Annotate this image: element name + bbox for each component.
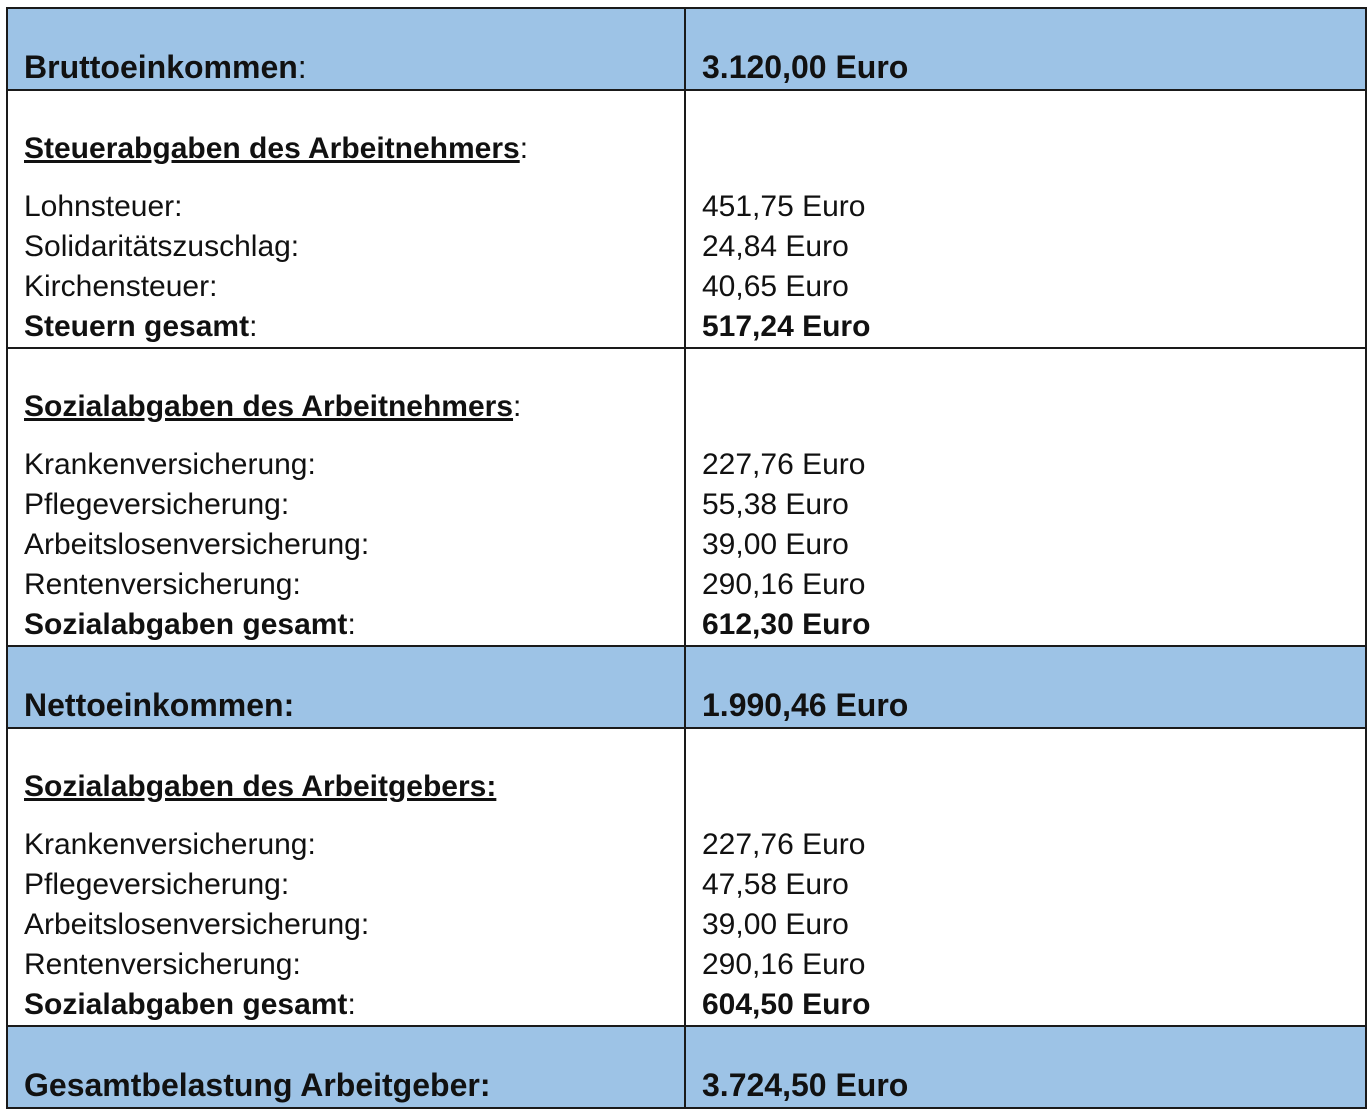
an-steuer-total-value: 517,24 Euro [702,307,1365,347]
ag-sozial-item-label: Krankenversicherung: [24,825,684,865]
an-steuer-labels: Steuerabgaben des Arbeitnehmers: Lohnsteuer: Solidaritätszuschlag: Kirchensteuer: Steuern gesamt: [7,90,685,348]
an-sozial-item-value: 290,16 Euro [702,565,1365,605]
ag-sozial-row [7,728,1366,1026]
brutto-label-cell: Bruttoeinkommen: [7,8,685,90]
an-sozial-item-value: 39,00 Euro [702,525,1365,565]
netto-value-cell [685,646,1366,728]
ag-sozial-title: Sozialabgaben des Arbeitgebers: [24,770,496,803]
ag-sozial-item-label: Pflegeversicherung: [24,865,684,905]
an-sozial-item-label: Rentenversicherung: [24,565,684,605]
an-steuer-item-value: 40,65 Euro [702,267,1365,307]
an-steuer-item-value: 24,84 Euro [702,227,1365,267]
ag-sozial-item-label: Arbeitslosenversicherung: [24,905,684,945]
an-sozial-item-label: Arbeitslosenversicherung: [24,525,684,565]
an-sozial-item-label: Pflegeversicherung: [24,485,684,525]
ag-sozial-item-label: Rentenversicherung: [24,945,684,985]
an-sozial-total-value: 612,30 Euro [702,605,1365,645]
ag-sozial-total-value: 604,50 Euro [702,985,1365,1025]
an-sozial-title: Sozialabgaben des Arbeitnehmers [24,390,513,423]
gesamt-value: 3.724,50 Euro [702,1065,1365,1107]
netto-row [7,646,1366,728]
an-steuer-total-label: Steuern gesamt [24,310,249,343]
gesamt-value-cell [685,1026,1366,1108]
ag-sozial-item-value: 39,00 Euro [702,905,1365,945]
gesamt-label: Gesamtbelastung Arbeitgeber: [24,1065,684,1107]
an-sozial-item-value: 227,76 Euro [702,445,1365,485]
an-sozial-item-value: 55,38 Euro [702,485,1365,525]
an-steuer-values [685,90,1366,348]
ag-sozial-item-value: 227,76 Euro [702,825,1365,865]
an-steuer-item-label: Solidaritätszuschlag: [24,227,684,267]
ag-sozial-labels: Sozialabgaben des Arbeitgebers: Krankenversicherung: Pflegeversicherung: Arbeitslosenversicherung: Rentenversicherung: Sozialabgaben gesamt: [7,728,685,1026]
brutto-value: 3.120,00 Euro [702,47,1365,89]
brutto-label: Bruttoeinkommen [24,49,298,87]
an-sozial-total-label: Sozialabgaben gesamt [24,608,347,641]
an-steuer-item-label: Lohnsteuer: [24,187,684,227]
an-steuer-title: Steuerabgaben des Arbeitnehmers [24,132,520,165]
an-sozial-row [7,348,1366,646]
brutto-row [7,8,1366,90]
netto-label-cell [7,646,685,728]
an-steuer-item-value: 451,75 Euro [702,187,1365,227]
an-steuer-item-label: Kirchensteuer: [24,267,684,307]
ag-sozial-total-label: Sozialabgaben gesamt [24,988,347,1021]
an-sozial-item-label: Krankenversicherung: [24,445,684,485]
an-steuer-row [7,90,1366,348]
an-sozial-values [685,348,1366,646]
gesamt-label-cell [7,1026,685,1108]
netto-value: 1.990,46 Euro [702,685,1365,727]
ag-sozial-values [685,728,1366,1026]
payroll-table [6,7,1367,1109]
ag-sozial-item-value: 290,16 Euro [702,945,1365,985]
an-sozial-labels: Sozialabgaben des Arbeitnehmers: Krankenversicherung: Pflegeversicherung: Arbeitslosenversicherung: Rentenversicherung: Sozialabgaben gesamt: [7,348,685,646]
gesamt-row [7,1026,1366,1108]
brutto-value-cell [685,8,1366,90]
netto-label: Nettoeinkommen: [24,685,684,727]
ag-sozial-item-value: 47,58 Euro [702,865,1365,905]
